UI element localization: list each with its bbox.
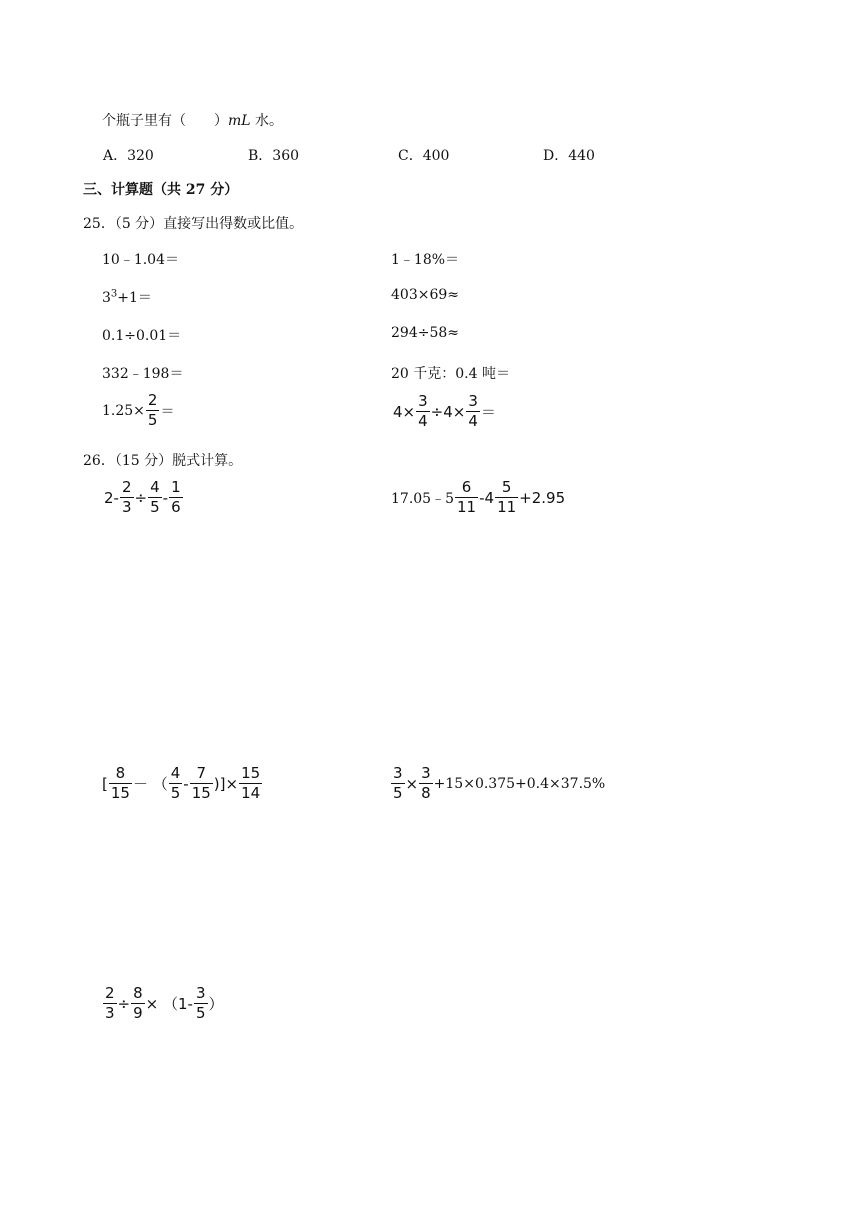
q25-item-6: 294÷58≈ bbox=[391, 325, 459, 341]
expr-text: +2.95 bbox=[519, 488, 566, 507]
q25-item-4: 403×69≈ bbox=[391, 287, 459, 303]
expr-text: ） bbox=[208, 995, 224, 1013]
expr-text: × （1- bbox=[145, 995, 193, 1013]
option-d: D．440 bbox=[543, 148, 595, 164]
fraction: $\frac{4}{5}$ bbox=[150, 478, 160, 516]
expr-text: [ bbox=[102, 774, 108, 793]
fraction: $\frac{3}{8}$ bbox=[421, 764, 431, 802]
fraction: $\frac{3}{5}$ bbox=[195, 984, 206, 1022]
q26-expr-3 bbox=[102, 766, 263, 801]
expr-text: ＝ bbox=[480, 403, 496, 421]
expr-text: ＝ bbox=[160, 403, 175, 420]
fraction: $\frac{6}{11}$ bbox=[457, 478, 477, 516]
expr-text: ÷ bbox=[117, 994, 131, 1013]
expr-text: - bbox=[183, 774, 189, 793]
fraction: $\frac{4}{5}$ bbox=[170, 764, 181, 802]
q25-item-2: 1﹣18%＝ bbox=[391, 252, 460, 268]
fraction: $\frac{1}{6}$ bbox=[171, 478, 181, 516]
question-25-title: 25．（5 分）直接写出得数或比值。 bbox=[83, 216, 304, 232]
fraction: $\frac{3}{4}$ bbox=[418, 392, 428, 430]
fraction: $\frac{2}{3}$ bbox=[105, 984, 115, 1022]
question-26-title: 26．（15 分）脱式计算。 bbox=[83, 453, 243, 469]
q24-suffix: 水。 bbox=[250, 113, 284, 129]
q25-item-10 bbox=[393, 394, 496, 429]
q24-prefix: 个瓶子里有（ ） bbox=[102, 113, 228, 129]
expr-text: 1.25× bbox=[102, 402, 145, 419]
fraction: $\frac{8}{9}$ bbox=[133, 984, 143, 1022]
fraction: $\frac{7}{15}$ bbox=[191, 764, 211, 802]
section-title: 三、计算题（共 27 分） bbox=[83, 182, 239, 198]
question-24-tail bbox=[102, 110, 283, 130]
expr-text: 2- bbox=[104, 488, 119, 507]
q26-expr-1 bbox=[104, 480, 184, 515]
expr-text: 4× bbox=[393, 402, 416, 421]
q25-item-3-rest: +1＝ bbox=[117, 290, 152, 306]
q25-item-7: 332﹣198＝ bbox=[102, 366, 184, 382]
fraction: $\frac{5}{11}$ bbox=[497, 478, 517, 516]
expr-text: ÷ bbox=[134, 488, 148, 507]
q25-item-3 bbox=[102, 287, 152, 307]
option-c: C．400 bbox=[398, 148, 450, 164]
fraction: $\frac{15}{14}$ bbox=[241, 764, 261, 802]
option-a: A．320 bbox=[103, 148, 154, 164]
power-exponent: 3 bbox=[110, 288, 118, 300]
q25-item-5: 0.1÷0.01＝ bbox=[102, 328, 182, 344]
option-b: B．360 bbox=[248, 148, 300, 164]
fraction: $\frac{2}{3}$ bbox=[121, 478, 132, 516]
fraction: $\frac{8}{15}$ bbox=[110, 764, 130, 802]
expr-text: ÷4× bbox=[430, 402, 466, 421]
q25-item-1: 10﹣1.04＝ bbox=[102, 252, 179, 268]
fraction: $\frac{3}{4}$ bbox=[468, 392, 478, 430]
expr-text: － （ bbox=[132, 775, 168, 793]
expr-text: )]× bbox=[213, 774, 239, 793]
expr-text: × bbox=[405, 774, 419, 793]
q26-expr-2 bbox=[391, 480, 565, 515]
expr-text: +15×0.375+0.4×37.5% bbox=[433, 775, 606, 792]
expr-text: -4 bbox=[479, 488, 495, 507]
fraction: $\frac{3}{5}$ bbox=[393, 764, 403, 802]
q25-item-8: 20 千克：0.4 吨＝ bbox=[391, 366, 510, 382]
expr-text: 17.05﹣5 bbox=[391, 490, 454, 507]
q26-expr-5 bbox=[102, 986, 224, 1021]
q25-item-9 bbox=[102, 393, 174, 428]
q24-unit: mL bbox=[228, 113, 251, 129]
expr-text: - bbox=[162, 488, 169, 507]
power-base: 3 bbox=[102, 290, 111, 306]
fraction: $\frac{2}{5}$ bbox=[147, 391, 158, 429]
q26-expr-4 bbox=[390, 766, 605, 801]
